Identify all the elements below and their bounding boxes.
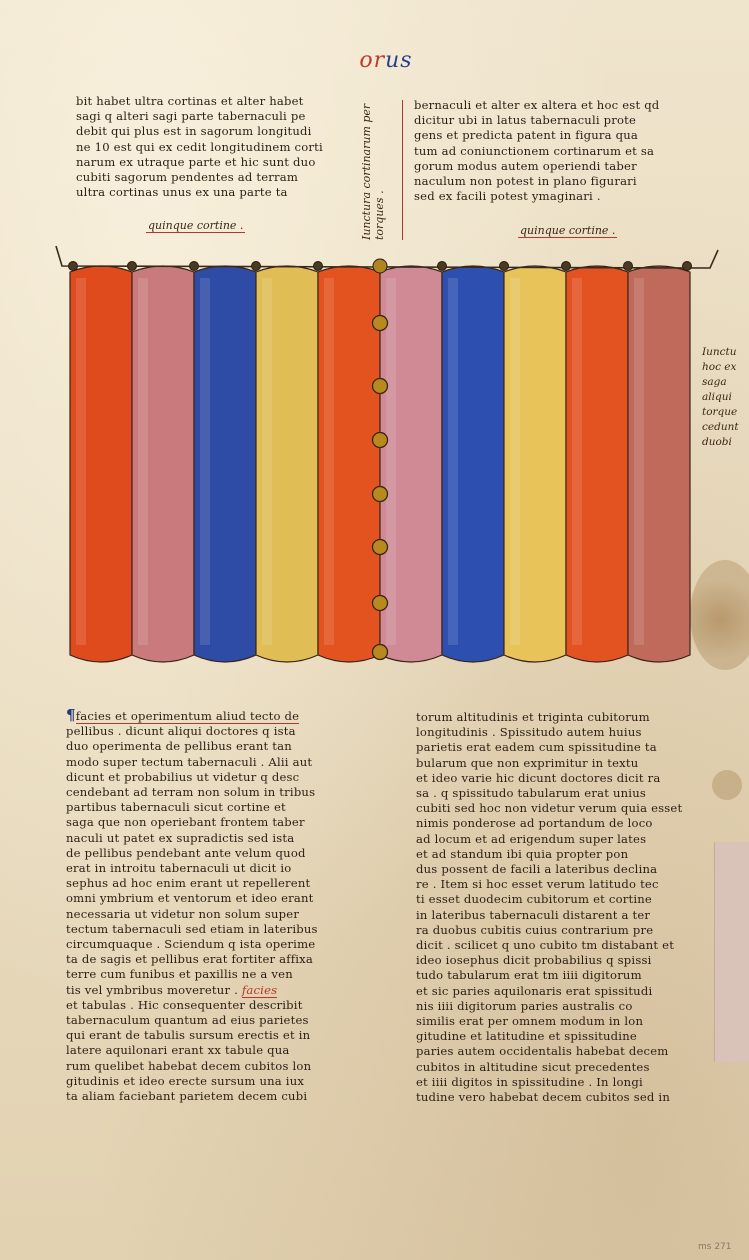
curtain-ring bbox=[373, 259, 387, 273]
rubric-lemma: facies et operimentum aliud tecto de bbox=[75, 709, 300, 723]
margin-line: hoc ex bbox=[702, 361, 737, 373]
text-line: tectum tabernaculi sed etiam in lateribus bbox=[66, 921, 318, 936]
text-line: terre cum funibus et paxillis ne a ven bbox=[66, 967, 293, 982]
curtain-ring bbox=[190, 262, 199, 271]
torque-button bbox=[373, 433, 388, 448]
text-line: latere aquilonari erant xx tabule qua bbox=[66, 1043, 290, 1058]
text-line: dicitur ubi in latus tabernaculi prote bbox=[414, 113, 637, 128]
margin-line: torque bbox=[702, 406, 738, 418]
text-line: sed ex facili potest ymaginari . bbox=[414, 189, 601, 204]
shelfmark: ms 271 bbox=[698, 1242, 732, 1252]
text-line: ta de sagis et pellibus erat fortiter affixa bbox=[66, 952, 314, 967]
text-line: ultra cortinas unus ex una parte ta bbox=[76, 185, 288, 200]
text-line: et tabulas . Hic consequenter describit bbox=[66, 997, 303, 1012]
text-line: ne 10 est qui ex cedit longitudinem corti bbox=[76, 139, 323, 154]
torque-button bbox=[373, 645, 388, 660]
bottom-right-text bbox=[416, 710, 706, 1105]
rubric-lemma-2: facies bbox=[241, 982, 278, 997]
bottom-left-text bbox=[66, 708, 356, 1104]
text-line: rum quelibet habebat decem cubitos lon bbox=[66, 1058, 312, 1073]
margin-line: Iunctu bbox=[702, 346, 737, 358]
text-line: sa . q spissitudo tabularum erat unius bbox=[416, 786, 647, 801]
text-line: et iiii digitos in spissitudine . In longi bbox=[416, 1074, 643, 1089]
text-line: dicunt et probabilius ut videtur q desc bbox=[66, 769, 300, 784]
text-line: nimis ponderose ad portandum de loco bbox=[416, 816, 653, 831]
curtain-highlight bbox=[324, 278, 334, 645]
text-line: gitudine et latitudine et spissitudine bbox=[416, 1029, 637, 1044]
text-line: gens et predicta patent in figura qua bbox=[414, 128, 639, 143]
curtain-highlight bbox=[200, 278, 210, 645]
curtain-ring bbox=[128, 262, 137, 271]
torque-button bbox=[373, 379, 388, 394]
text-line: longitudinis . Spissitudo autem huius bbox=[416, 725, 642, 740]
text-line: re . Item si hoc esset verum latitudo tec bbox=[416, 877, 659, 892]
curtain-ring bbox=[69, 262, 78, 271]
text-line: et sic paries aquilonaris erat spissitudi bbox=[416, 983, 653, 998]
text-line: paries autem occidentalis habebat decem bbox=[416, 1044, 669, 1059]
text-line: cubitos in altitudine sicut precedentes bbox=[416, 1059, 650, 1074]
text-line: cubiti sagorum pendentes ad terram bbox=[76, 170, 299, 185]
text-line: dus possent de facili a lateribus declina bbox=[416, 862, 658, 877]
text-line: ad locum et ad erigendum super lates bbox=[416, 831, 647, 846]
text-line: et ideo varie hic dicunt doctores dicit ra bbox=[416, 770, 661, 785]
text-line: naculum non potest in plano figurari bbox=[414, 174, 637, 189]
text-line: circumquaque . Sciendum q ista operime bbox=[66, 937, 316, 952]
text-segment: tis vel ymbribus moveretur . bbox=[66, 982, 238, 997]
curtain-highlight bbox=[262, 278, 272, 645]
text-line: saga que non operiebant frontem taber bbox=[66, 815, 305, 830]
margin-line: duobi bbox=[702, 436, 732, 448]
text-line: nis iiii digitorum paries australis co bbox=[416, 998, 633, 1013]
curtain-highlight bbox=[634, 278, 644, 645]
margin-note bbox=[702, 345, 739, 450]
text-line bbox=[66, 708, 356, 724]
text-line: bernaculi et alter ex altera et hoc est qd bbox=[414, 98, 660, 112]
header-part-red: or bbox=[359, 48, 386, 73]
text-line: ra duobus cubitis cuius contrarium pre bbox=[416, 922, 654, 937]
text-line: parietis erat eadem cum spissitudine ta bbox=[416, 740, 657, 755]
text-line bbox=[66, 983, 356, 998]
curtain-highlight bbox=[386, 278, 396, 645]
blue-paragraph-mark: ¶ bbox=[66, 708, 76, 724]
text-line: ta aliam faciebant parietem decem cubi bbox=[66, 1089, 308, 1104]
torque-button bbox=[373, 540, 388, 555]
text-line: de pellibus pendebant ante velum quod bbox=[66, 845, 306, 860]
text-line: et ad standum ibi quia propter pon bbox=[416, 846, 629, 861]
text-line: bularum que non exprimitur in textu bbox=[416, 755, 639, 770]
text-line: tum ad coniunctionem cortinarum et sa bbox=[414, 143, 655, 158]
text-line: dicit . scilicet q uno cubito tm distabant et bbox=[416, 938, 675, 953]
text-line: duo operimenta de pellibus erant tan bbox=[66, 739, 292, 754]
curtain-ring bbox=[252, 262, 261, 271]
curtain-ring bbox=[683, 262, 692, 271]
curtain-ring bbox=[438, 262, 447, 271]
curtain-ring bbox=[314, 262, 323, 271]
margin-line: aliqui bbox=[702, 391, 732, 403]
text-line: erat in introitu tabernaculi ut dicit io bbox=[66, 861, 292, 876]
text-line: cubiti sed hoc non videtur verum quia esset bbox=[416, 801, 683, 816]
text-line: necessaria ut videtur non solum super bbox=[66, 906, 300, 921]
curtain-highlight bbox=[76, 278, 86, 645]
vertical-label: Iunctura cortinarum per torques . bbox=[360, 100, 403, 240]
curtain-highlight bbox=[510, 278, 520, 645]
text-line: gorum modus autem operiendi taber bbox=[414, 158, 637, 173]
text-line: modo super tectum tabernaculi . Alii aut bbox=[66, 754, 313, 769]
text-line: ti esset duodecim cubitorum et cortine bbox=[416, 892, 652, 907]
text-line: narum ex utraque parte et hic sunt duo bbox=[76, 154, 316, 169]
text-line: ideo iosephus dicit probabilius q spissi bbox=[416, 953, 652, 968]
page-edge-strip bbox=[714, 842, 749, 1062]
text-line: torum altitudinis et triginta cubitorum bbox=[416, 710, 650, 724]
text-line: tudo tabularum erat tm iiii digitorum bbox=[416, 968, 642, 983]
curtain-highlight bbox=[138, 278, 148, 645]
margin-line: cedunt bbox=[702, 421, 739, 433]
text-line: cendebant ad terram non solum in tribus bbox=[66, 785, 316, 800]
text-line: in lateribus tabernaculi distarent a ter bbox=[416, 907, 651, 922]
torque-button bbox=[373, 487, 388, 502]
curtain-ring bbox=[624, 262, 633, 271]
torque-button bbox=[373, 596, 388, 611]
header-part-blue: us bbox=[385, 48, 413, 73]
text-line: naculi ut patet ex supradictis sed ista bbox=[66, 830, 295, 845]
margin-line: saga bbox=[702, 376, 727, 388]
text-line: tabernaculum quantum ad eius parietes bbox=[66, 1013, 309, 1028]
curtain-highlight bbox=[448, 278, 458, 645]
text-line: gitudinis et ideo erecte sursum una iux bbox=[66, 1073, 305, 1088]
text-line: pellibus . dicunt aliqui doctores q ista bbox=[66, 724, 296, 739]
text-line: sagi q alteri sagi parte tabernaculi pe bbox=[76, 109, 306, 124]
text-line: omni ymbrium et ventorum et ideo erant bbox=[66, 891, 314, 906]
curtain-highlight bbox=[572, 278, 582, 645]
caption-right: quinque cortine . bbox=[520, 224, 616, 237]
text-line: similis erat per omnem modum in lon bbox=[416, 1014, 644, 1029]
water-stain bbox=[712, 770, 742, 800]
torque-button bbox=[373, 316, 388, 331]
text-line: partibus tabernaculi sicut cortine et bbox=[66, 800, 286, 815]
text-line: tudine vero habebat decem cubitos sed in bbox=[416, 1090, 670, 1105]
text-line: sephus ad hoc enim erant ut repellerent bbox=[66, 876, 311, 891]
curtain-ring bbox=[562, 262, 571, 271]
text-line: bit habet ultra cortinas et alter habet bbox=[76, 94, 304, 108]
curtain-ring bbox=[500, 262, 509, 271]
caption-left: quinque cortine . bbox=[148, 219, 244, 232]
text-line: debit qui plus est in sagorum longitudi bbox=[76, 124, 312, 139]
text-line: qui erant de tabulis sursum erectis et in bbox=[66, 1028, 311, 1043]
